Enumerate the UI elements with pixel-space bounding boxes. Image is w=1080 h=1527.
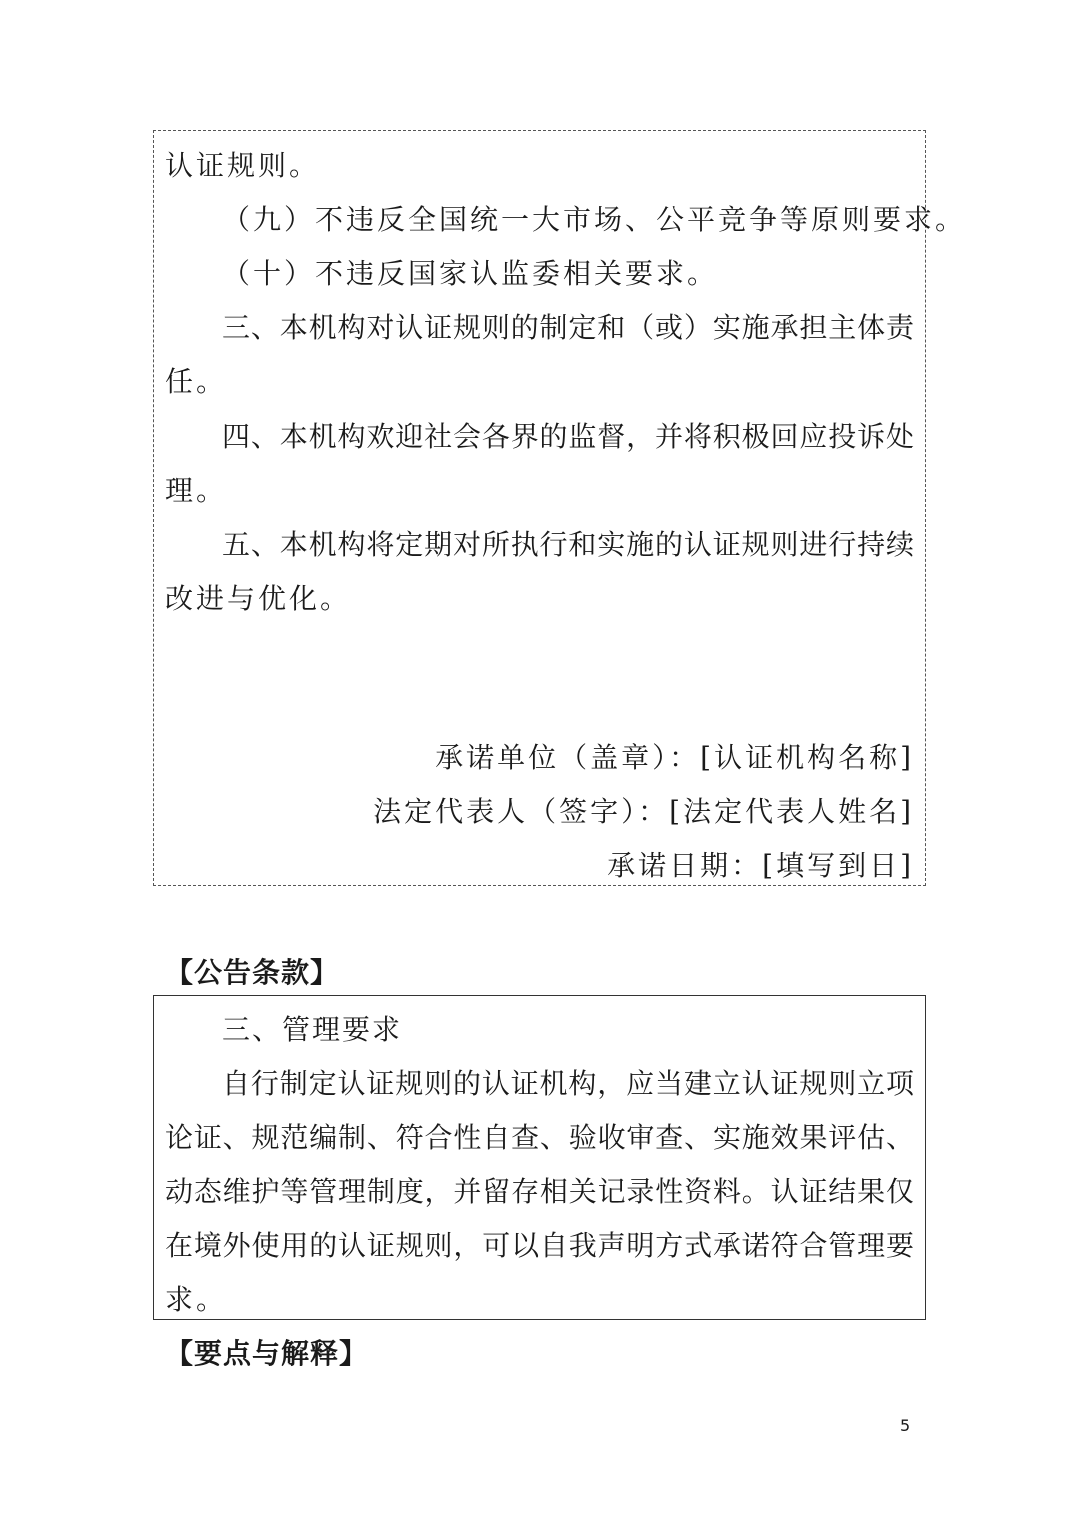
clause-heading: 【公告条款】 <box>165 956 340 989</box>
clause-title: 三、管理要求 <box>222 1013 403 1046</box>
signature-representative: 法定代表人（签字）：[法定代表人姓名] <box>373 795 914 828</box>
commitment-line-6: 四、本机构欢迎社会各界的监督，并将积极回应投诉处 <box>222 420 914 453</box>
explanation-heading: 【要点与解释】 <box>165 1337 369 1370</box>
page-number: 5 <box>900 1416 911 1435</box>
commitment-line-5: 任。 <box>165 365 228 398</box>
commitment-line-4: 三、本机构对认证规则的制定和（或）实施承担主体责 <box>222 311 914 344</box>
clause-line-3: 动态维护等管理制度，并留存相关记录性资料。认证结果仅 <box>165 1175 914 1208</box>
clause-line-4: 在境外使用的认证规则，可以自我声明方式承诺符合管理要 <box>165 1229 914 1262</box>
signature-unit: 承诺单位（盖章）：[认证机构名称] <box>435 741 914 774</box>
commitment-line-8: 五、本机构将定期对所执行和实施的认证规则进行持续 <box>222 528 914 561</box>
commitment-line-2: （九）不违反全国统一大市场、公平竞争等原则要求。 <box>222 203 967 236</box>
commitment-line-1: 认证规则。 <box>165 149 321 182</box>
commitment-line-7: 理。 <box>165 474 228 507</box>
clause-line-5: 求。 <box>165 1283 228 1316</box>
clause-line-2: 论证、规范编制、符合性自查、验收审查、实施效果评估、 <box>165 1121 914 1154</box>
commitment-line-9: 改进与优化。 <box>165 582 352 615</box>
signature-date: 承诺日期：[填写到日] <box>607 849 914 882</box>
clause-line-1: 自行制定认证规则的认证机构，应当建立认证规则立项 <box>222 1067 914 1100</box>
commitment-line-3: （十）不违反国家认监委相关要求。 <box>222 257 719 290</box>
